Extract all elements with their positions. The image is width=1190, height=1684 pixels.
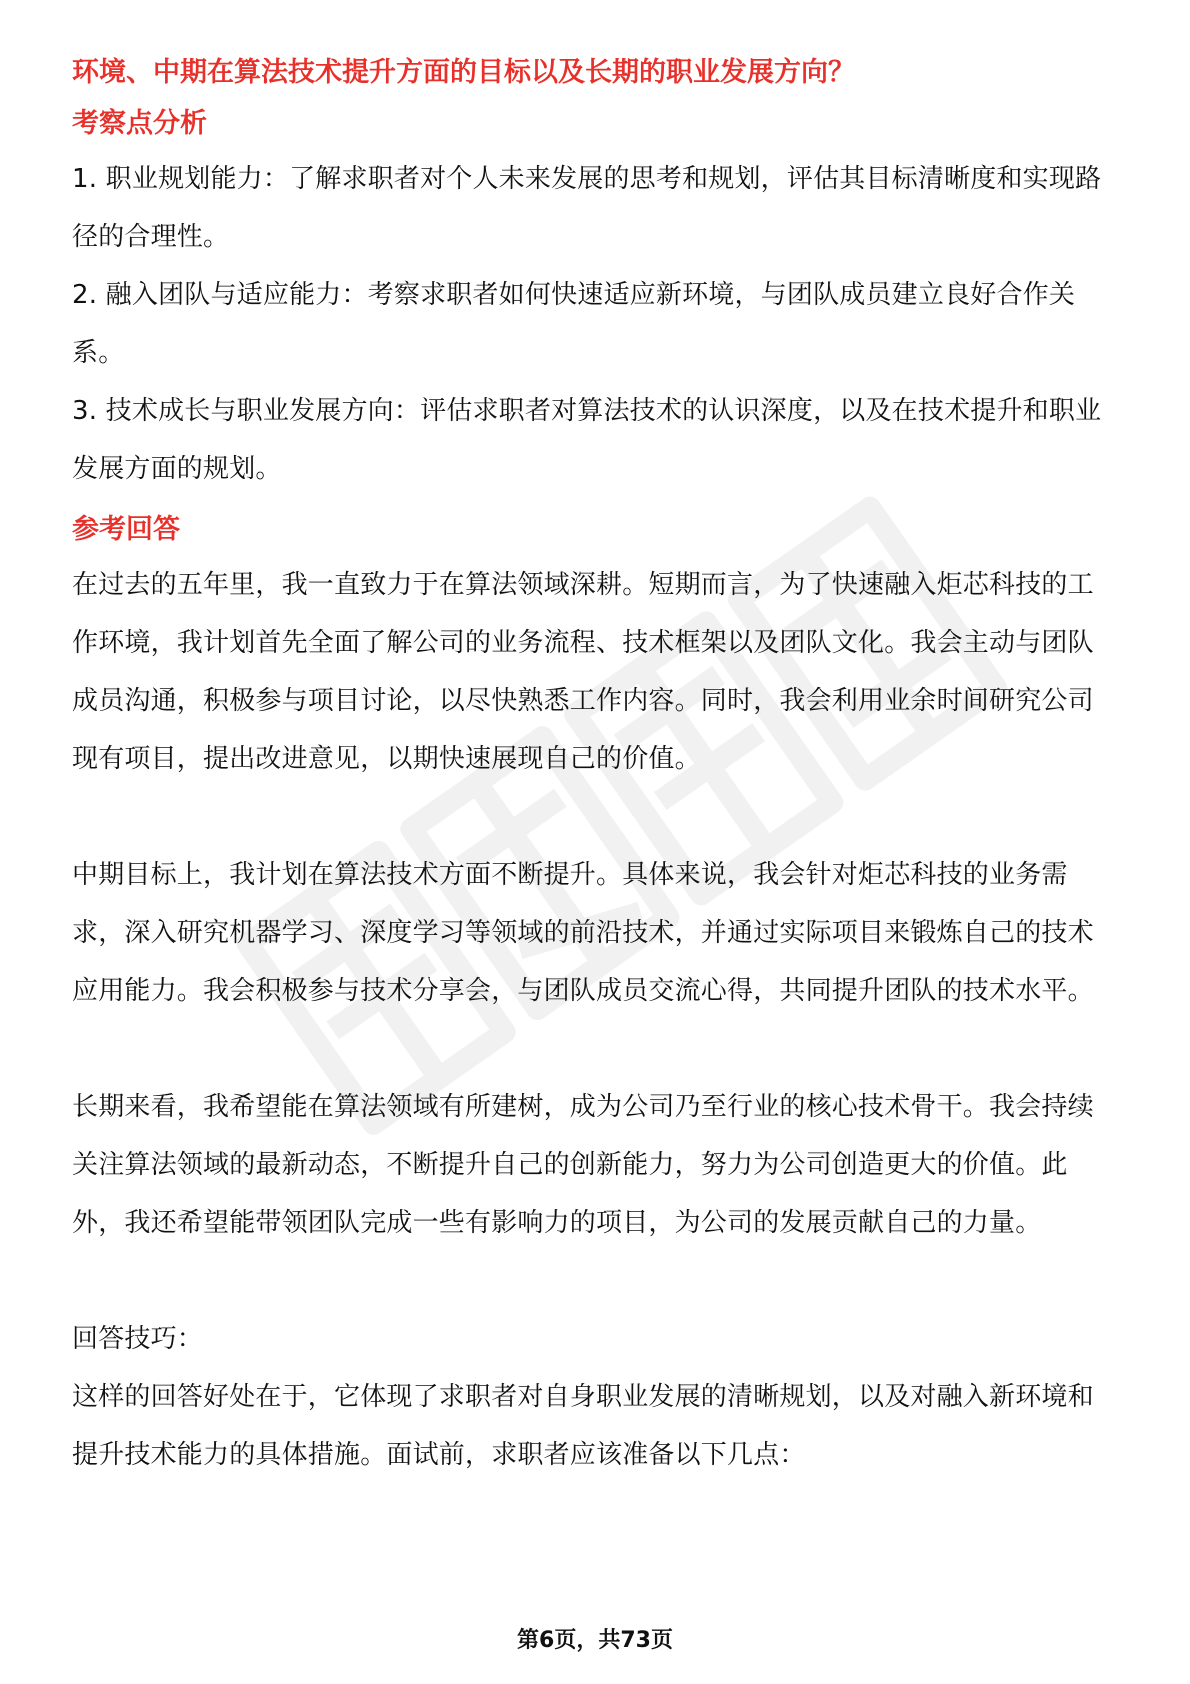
page-number: 第6页，共73页 [517,1628,673,1653]
answer-paragraph: 中期目标上，我计划在算法技术方面不断提升。具体来说，我会针对炬芯科技的业务需求，深入研究机器学习、深度学习等领域的前沿技术，并通过实际项目来锻炼自己的技术应用能力。我会积极参与技术分享会，与团队成员交流心得，共同提升团队的技术水平。 [72,860,1094,1006]
tips-heading: 回答技巧： [72,1324,204,1354]
spacer [72,1252,1118,1310]
analysis-heading: 考察点分析 [72,108,207,139]
question-title: 环境、中期在算法技术提升方面的目标以及长期的职业发展方向？ [72,57,855,88]
answer-paragraph: 在过去的五年里，我一直致力于在算法领域深耕。短期而言，为了快速融入炬芯科技的工作环境，我计划首先全面了解公司的业务流程、技术框架以及团队文化。我会主动与团队成员沟通，积极参与项目讨论，以尽快熟悉工作内容。同时，我会利用业余时间研究公司现有项目，提出改进意见，以期快速展现自己的价值。 [72,570,1094,774]
answer-heading: 参考回答 [72,514,180,545]
analysis-point: 1. 职业规划能力：了解求职者对个人未来发展的思考和规划，评估其目标清晰度和实现路径的合理性。 [72,164,1102,252]
spacer [72,788,1118,846]
spacer [72,1020,1118,1078]
analysis-point: 2. 融入团队与适应能力：考察求职者如何快速适应新环境，与团队成员建立良好合作关系。 [72,280,1076,368]
analysis-point: 3. 技术成长与职业发展方向：评估求职者对算法技术的认识深度，以及在技术提升和职业发展方面的规划。 [72,396,1102,484]
tips-text: 这样的回答好处在于，它体现了求职者对自身职业发展的清晰规划，以及对融入新环境和提升技术能力的具体措施。面试前，求职者应该准备以下几点： [72,1382,1094,1470]
document-body [72,48,1118,1484]
answer-paragraph: 长期来看，我希望能在算法领域有所建树，成为公司乃至行业的核心技术骨干。我会持续关注算法领域的最新动态，不断提升自己的创新能力，努力为公司创造更大的价值。此外，我还希望能带领团队完成一些有影响力的项目，为公司的发展贡献自己的力量。 [72,1092,1094,1238]
